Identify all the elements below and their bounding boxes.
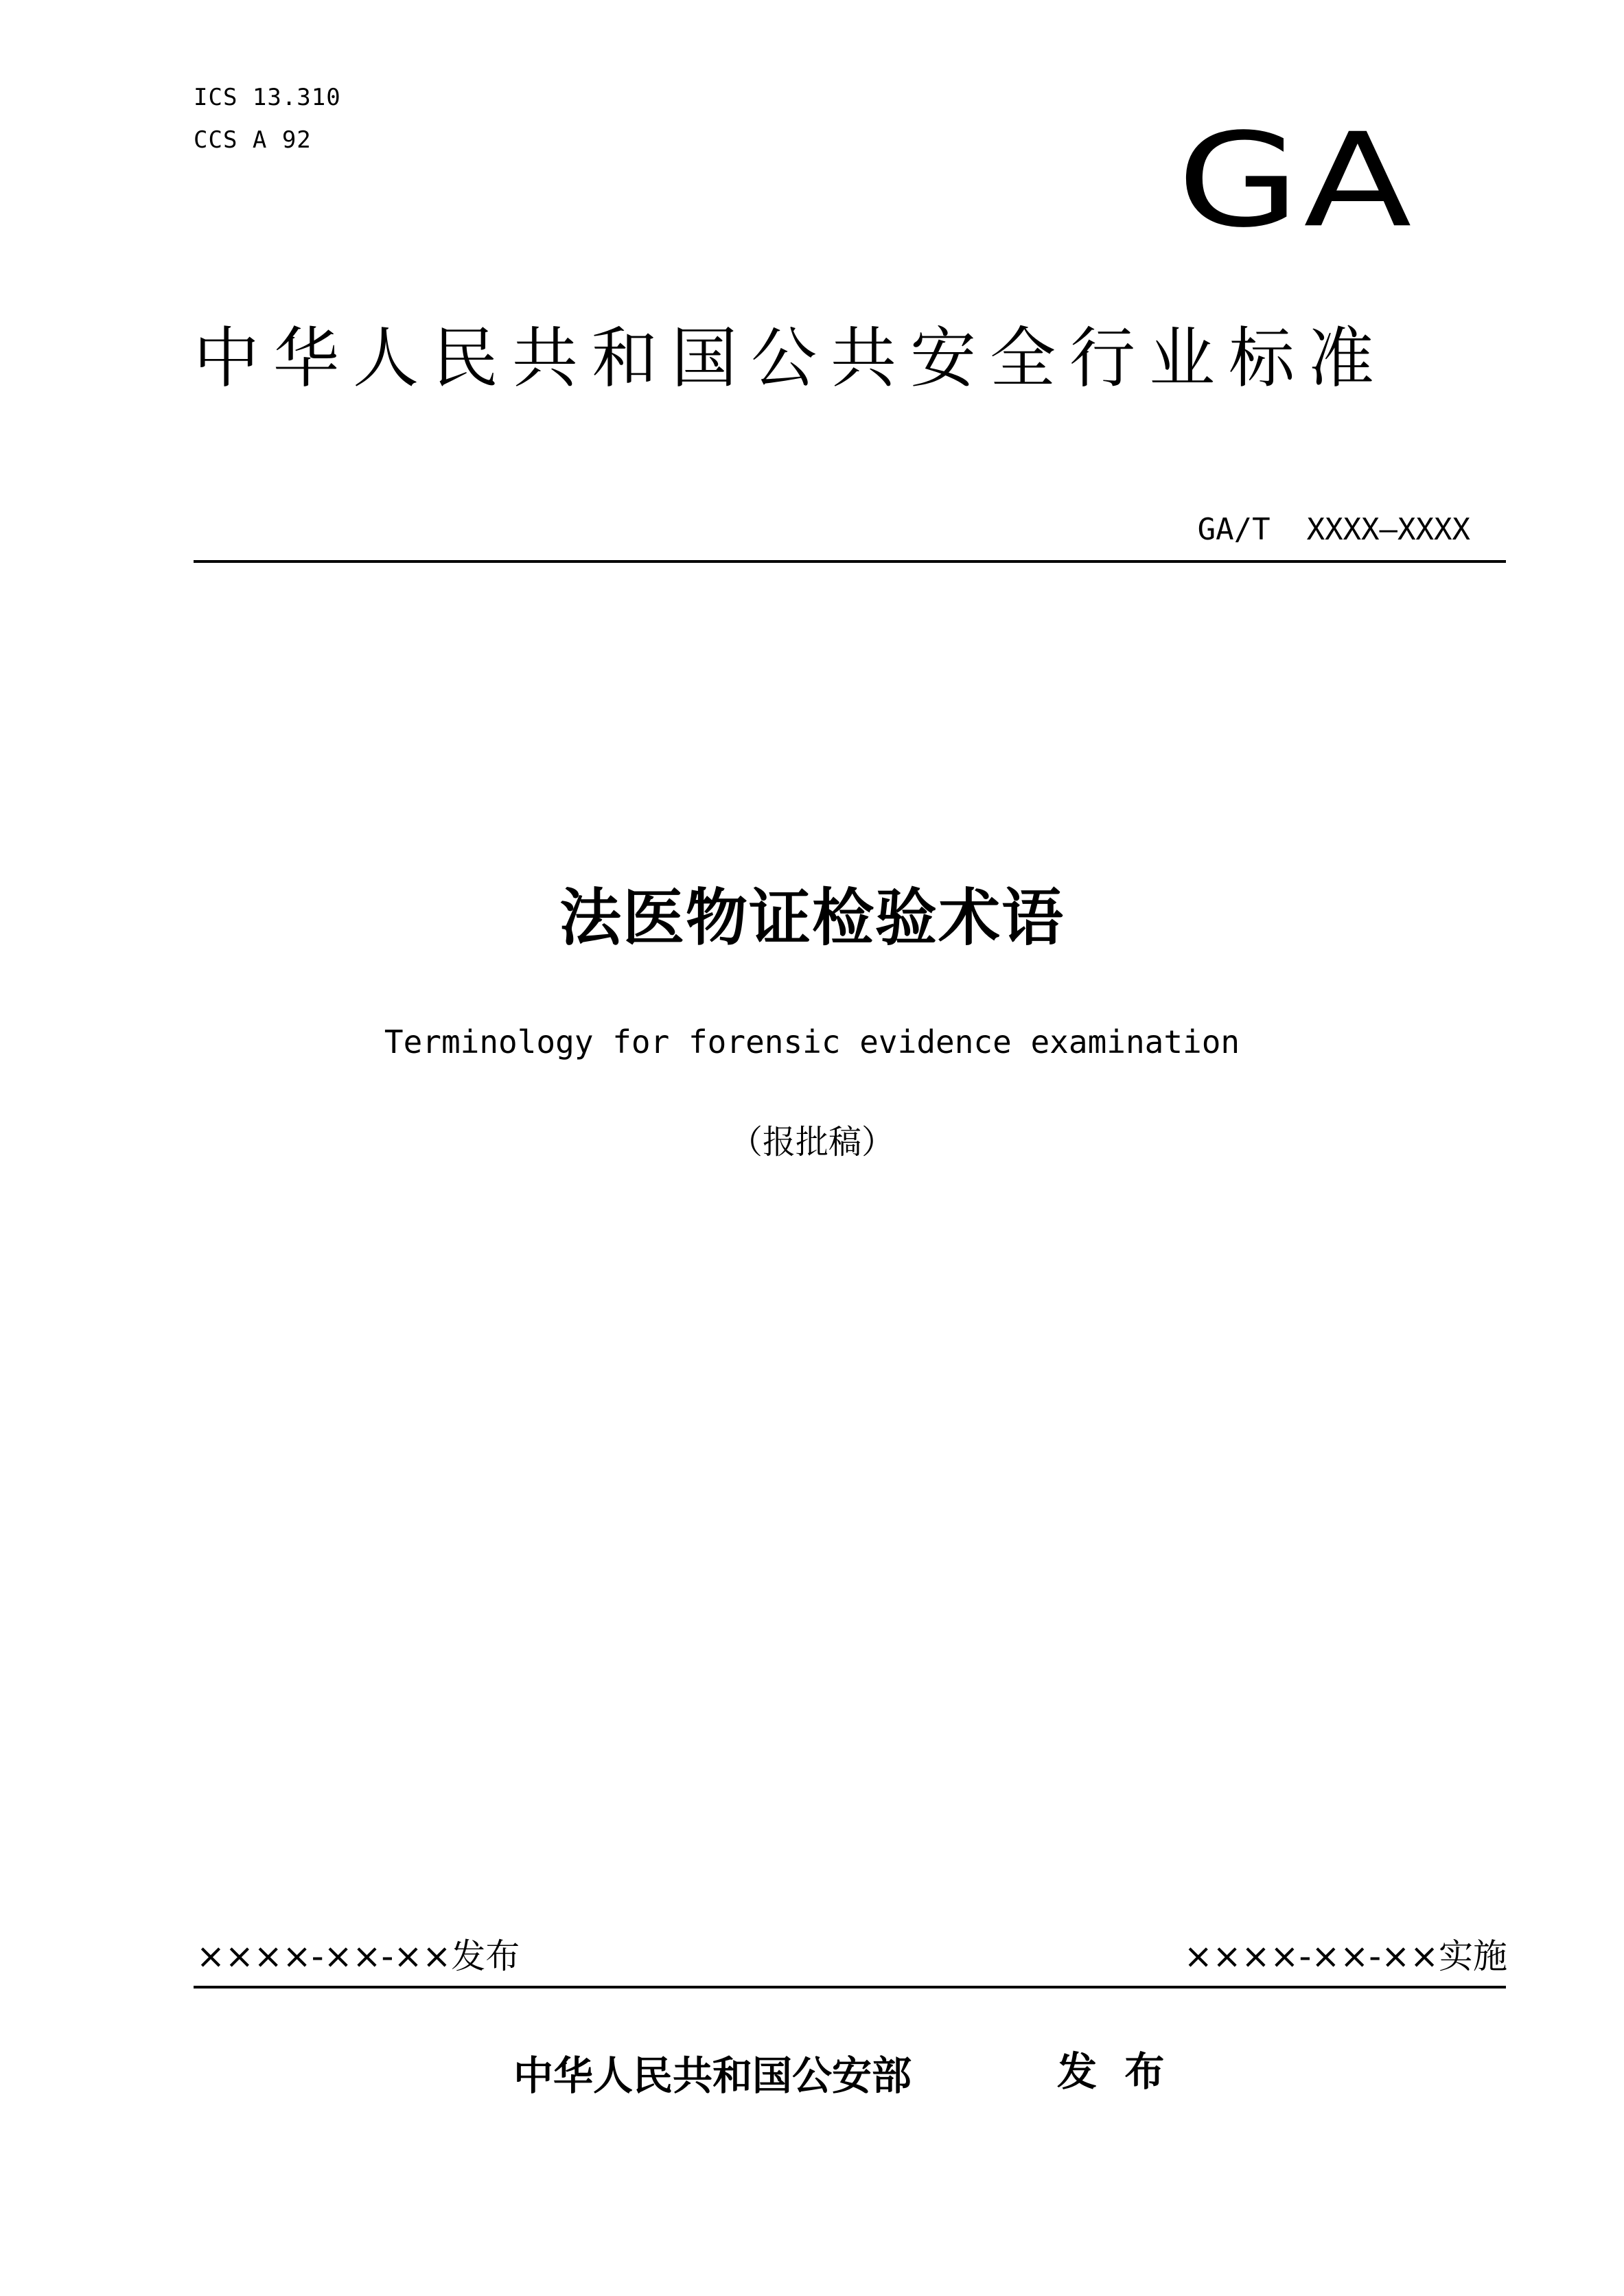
standard-category-heading: 中华人民共和国公共安全行业标准 (194, 320, 1388, 397)
ga-logo: GA (1177, 106, 1416, 257)
issue-action: 发 布 (1057, 2048, 1165, 2095)
document-title-chinese: 法医物证检验术语 (559, 882, 1065, 954)
implementation-date: ××××-××-××实施 (1183, 1936, 1507, 1976)
document-title-english: Terminology for forensic evidence examination (384, 1023, 1240, 1060)
draft-status: （报批稿） (729, 1123, 894, 1161)
publish-date: ××××-××-××发布 (196, 1936, 520, 1976)
footer-divider (194, 1986, 1506, 1988)
standard-number: GA/T XXXX—XXXX (1197, 512, 1470, 547)
ics-code: ICS 13.310 (194, 84, 341, 111)
ccs-code: CCS A 92 (194, 126, 312, 154)
header-divider (194, 560, 1506, 563)
issuing-authority: 中华人民共和国公安部 (513, 2052, 912, 2099)
